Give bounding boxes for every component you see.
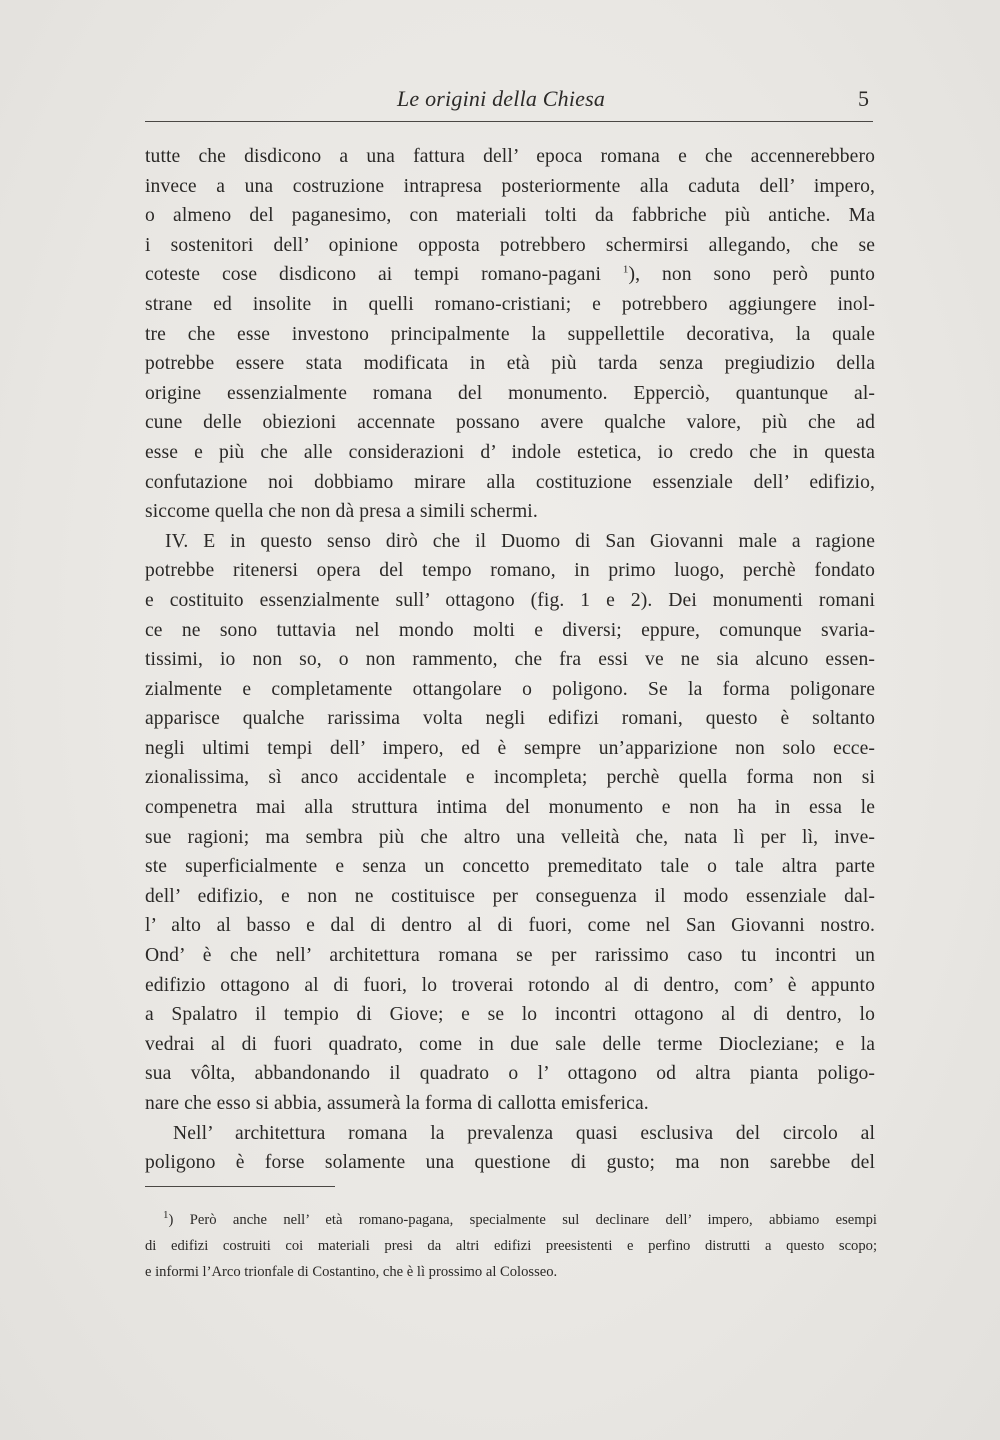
- footnote-line: [145, 1207, 877, 1233]
- footnote-marker: 1: [163, 1209, 169, 1222]
- text-line: invece a una costruzione intrapresa posteriormente alla caduta dell’ impero,: [145, 175, 875, 197]
- text-line: sua vôlta, abbandonando il quadrato o l’ ottagono od altra pianta poligo-: [145, 1063, 875, 1085]
- text-line: cune delle obiezioni accennate possano avere qualche valore, più che ad: [145, 412, 875, 434]
- text-line: Ond’ è che nell’ architettura romana se per rarissimo caso tu incontri un: [145, 945, 875, 967]
- text-line: apparisce qualche rarissima volta negli edifizi romani, questo è soltanto: [145, 708, 875, 730]
- text-line: l’ alto al basso e dal di dentro al di fuori, come nel San Giovanni nostro.: [145, 915, 875, 937]
- body-text: [145, 142, 875, 1178]
- text-line: strane ed insolite in quelli romano-cristiani; e potrebbero aggiungere inol-: [145, 293, 875, 315]
- text-line: dell’ edifizio, e non ne costituisce per conseguenza il modo essenziale dal-: [145, 885, 875, 907]
- footnote-text: ) Però anche nell’ età romano-pagana, specialmente sul declinare dell’ impero, abbiamo esempi: [168, 1212, 877, 1228]
- text-line: vedrai al di fuori quadrato, come in due sale delle terme Diocleziane; e la: [145, 1033, 875, 1055]
- text-line: siccome quella che non dà presa a simili schermi.: [145, 501, 538, 523]
- text-line: esse e più che alle considerazioni d’ indole estetica, io credo che in questa: [145, 441, 875, 463]
- footnote-rule: [145, 1186, 335, 1187]
- text-line: o almeno del paganesimo, con materiali tolti da fabbriche più antiche. Ma: [145, 205, 875, 227]
- text-line: e costituito essenzialmente sull’ ottagono (fig. 1 e 2). Dei monumenti romani: [145, 589, 875, 611]
- text-line: ce ne sono tuttavia nel mondo molti e diversi; eppure, comunque svaria-: [145, 619, 875, 641]
- header-rule: [145, 121, 873, 122]
- footnotes: [145, 1207, 877, 1285]
- text-line: tre che esse investono principalmente la suppellettile decorativa, la quale: [145, 323, 875, 345]
- text-line: compenetra mai alla struttura intima del monumento e non ha in essa le: [145, 797, 875, 819]
- text-line-end: ), non sono però punto: [628, 264, 875, 286]
- footnote-line: di edifizi costruiti coi materiali presi da altri edifizi preesistenti e perfino distrutti a questo scopo;: [145, 1238, 877, 1254]
- paragraph-start-line: Nell’ architettura romana la prevalenza quasi esclusiva del circolo al: [173, 1122, 875, 1144]
- text-line: zialmente e completamente ottangolare o poligono. Se la forma poligonare: [145, 678, 875, 700]
- text-line-with-footnote-ref: [145, 260, 875, 290]
- text-line: origine essenzialmente romana del monumento. Epperciò, quantunque al-: [145, 382, 875, 404]
- footnote-reference[interactable]: 1: [622, 263, 629, 276]
- text-line: negli ultimi tempi dell’ impero, ed è sempre un’apparizione non solo ecce-: [145, 737, 875, 759]
- page-number: 5: [858, 86, 869, 111]
- text-line: edifizio ottagono al di fuori, lo troverai rotondo al di dentro, com’ è appunto: [145, 974, 875, 996]
- text-line: confutazione noi dobbiamo mirare alla costituzione essenziale dell’ edifizio,: [145, 471, 875, 493]
- text-line: poligono è forse solamente una questione di gusto; ma non sarebbe del: [145, 1152, 875, 1174]
- text-line: tissimi, io non so, o non rammento, che fra essi ve ne sia alcuno essen-: [145, 649, 875, 671]
- text-line: tutte che disdicono a una fattura dell’ epoca romana e che accennerebbero: [145, 146, 875, 167]
- text-line: sue ragioni; ma sembra più che altro una velleità che, nata lì per lì, inve-: [145, 826, 875, 848]
- running-title: Le origini della Chiesa: [397, 86, 606, 111]
- text-line: potrebbe ritenersi opera del tempo romano, in primo luogo, perchè fondato: [145, 560, 875, 582]
- text-line: i sostenitori dell’ opinione opposta potrebbero schermirsi allegando, che se: [145, 234, 875, 256]
- text-line: ste superficialmente e senza un concetto premeditato tale o tale altra parte: [145, 856, 875, 878]
- text-line: a Spalatro il tempio di Giove; e se lo incontri ottagono al di dentro, lo: [145, 1004, 875, 1026]
- footnote-line: e informi l’Arco trionfale di Costantino, che è lì prossimo al Colosseo.: [145, 1264, 558, 1280]
- text-line-start: coteste cose disdicono ai tempi romano-pagani: [145, 264, 602, 286]
- text-line: nare che esso si abbia, assumerà la forma di callotta emisferica.: [145, 1093, 649, 1114]
- text-line: zionalissima, sì anco accidentale e incompleta; perchè quella forma non si: [145, 767, 875, 789]
- text-line: potrebbe essere stata modificata in età più tarda senza pregiudizio della: [145, 353, 875, 375]
- section-start-line: IV. E in questo senso dirò che il Duomo di San Giovanni male a ragione: [165, 530, 875, 552]
